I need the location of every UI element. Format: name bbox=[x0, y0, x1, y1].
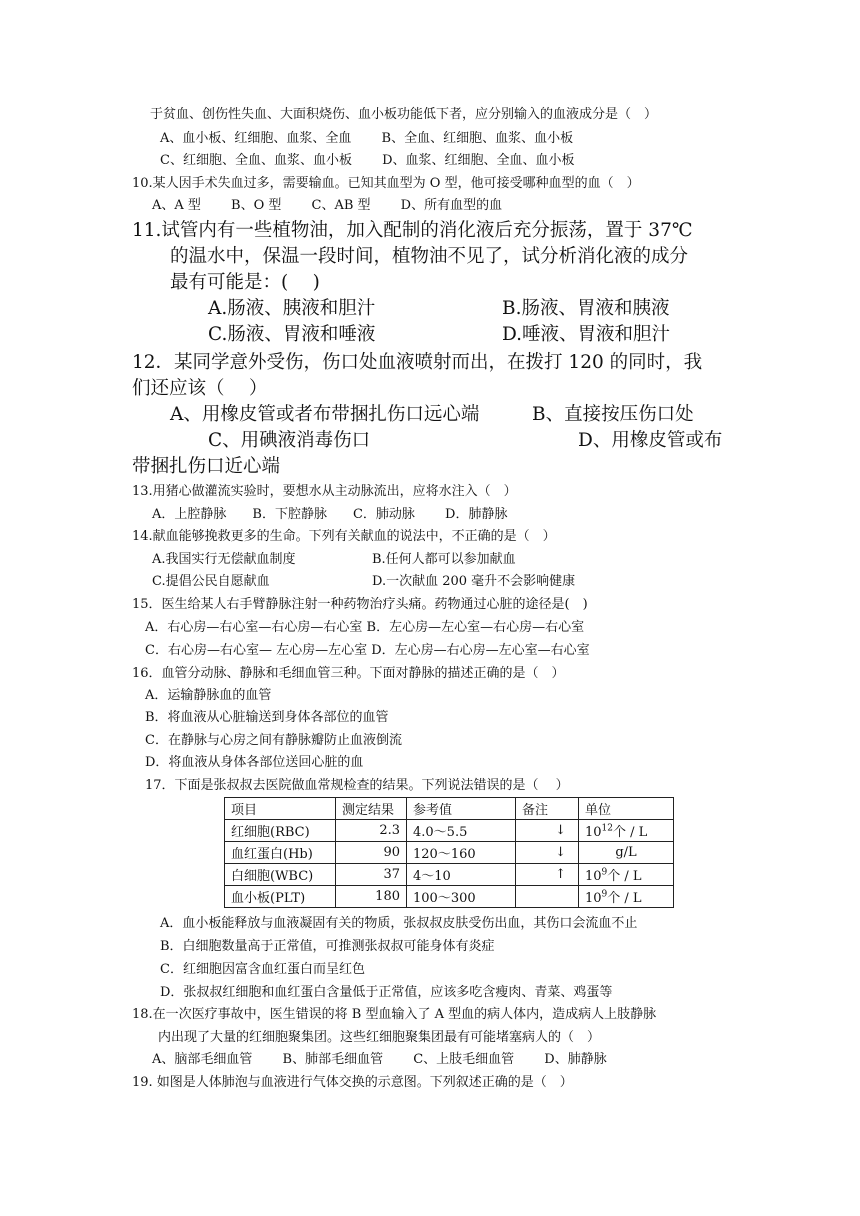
cell-result: 90 bbox=[336, 842, 407, 864]
q11-line1: 11.试管内有一些植物油，加入配制的消化液后充分振荡，置于 37℃ bbox=[132, 220, 693, 241]
cell-unit bbox=[579, 886, 674, 908]
cell-unit bbox=[579, 864, 674, 886]
unit-exponent: 9 bbox=[601, 867, 608, 878]
cell-item: 血小板(PLT) bbox=[225, 886, 336, 908]
q12-option-d-cont: 带捆扎伤口近心端 bbox=[132, 456, 281, 477]
table-row bbox=[225, 820, 674, 842]
q17-option-b: B．白细胞数量高于正常值，可推测张叔叔可能身体有炎症 bbox=[160, 939, 495, 954]
table-row bbox=[225, 886, 674, 908]
q11-option-a: A.肠液、胰液和胆汁 bbox=[208, 298, 376, 319]
cell-item: 白细胞(WBC) bbox=[225, 864, 336, 886]
q12-option-c: C、用碘液消毒伤口 bbox=[208, 430, 371, 451]
cell-note bbox=[516, 886, 579, 908]
unit-tail: 个 / L bbox=[607, 869, 642, 884]
q17-stem: 17．下面是张叔叔去医院做血常规检查的结果。下列说法错误的是（ ） bbox=[145, 778, 569, 793]
q10-options: A、A 型 B、O 型 C、AB 型 D、所有血型的血 bbox=[152, 198, 503, 213]
unit-exponent: 9 bbox=[601, 889, 608, 900]
q11-option-c: C.肠液、胃液和唾液 bbox=[208, 324, 376, 345]
cell-unit bbox=[579, 842, 674, 864]
unit-tail: 个 / L bbox=[613, 825, 648, 840]
q14-option-c: C.提倡公民自愿献血 bbox=[152, 574, 270, 589]
q16-option-d: D．将血液从身体各部位送回心脏的血 bbox=[145, 755, 364, 770]
blood-test-table bbox=[224, 797, 674, 908]
q11-option-b: B.肠液、胃液和胰液 bbox=[502, 298, 670, 319]
q11-line2: 的温水中，保温一段时间，植物油不见了，试分析消化液的成分 bbox=[170, 246, 689, 267]
q9-options-cd: C、红细胞、全血、血浆、血小板 D、血浆、红细胞、全血、血小板 bbox=[160, 153, 575, 168]
q14-stem: 14.献血能够挽救更多的生命。下列有关献血的说法中，不正确的是（ ） bbox=[132, 529, 556, 544]
q16-option-a: A．运输静脉血的血管 bbox=[145, 688, 272, 703]
cell-reference: 100～300 bbox=[407, 886, 516, 908]
q14-option-b: B.任何人都可以参加献血 bbox=[372, 552, 516, 567]
table-row bbox=[225, 842, 674, 864]
cell-reference: 4～10 bbox=[407, 864, 516, 886]
unit-tail: 个 / L bbox=[607, 891, 642, 906]
q13-stem: 13.用猪心做灌流实验时，要想水从主动脉流出，应将水注入（ ） bbox=[132, 484, 517, 499]
header-result: 测定结果 bbox=[336, 798, 407, 820]
cell-item: 红细胞(RBC) bbox=[225, 820, 336, 842]
q11-line3: 最有可能是：( ) bbox=[170, 272, 320, 293]
q10-stem: 10.某人因手术失血过多，需要输血。已知其血型为 O 型，他可接受哪种血型的血（ ） bbox=[132, 176, 640, 191]
q12-option-d: D、用橡皮管或布 bbox=[578, 430, 723, 451]
q18-options: A、脑部毛细血管 B、肺部毛细血管 C、上肢毛细血管 D、肺静脉 bbox=[152, 1052, 607, 1067]
table-header-row bbox=[225, 798, 674, 820]
q12-option-b: B、直接按压伤口处 bbox=[532, 404, 694, 425]
q12-line1: 12．某同学意外受伤，伤口处血液喷射而出，在拨打 120 的同时，我 bbox=[132, 352, 703, 373]
header-note: 备注 bbox=[516, 798, 579, 820]
unit-base: 10 bbox=[585, 825, 602, 840]
cell-reference: 4.0～5.5 bbox=[407, 820, 516, 842]
cell-result: 2.3 bbox=[336, 820, 407, 842]
cell-note: ↓ bbox=[516, 820, 579, 842]
q13-options: A．上腔静脉 B．下腔静脉 C．肺动脉 D．肺静脉 bbox=[152, 507, 508, 522]
q17-option-c: C．红细胞因富含血红蛋白而呈红色 bbox=[160, 962, 365, 977]
q14-option-a: A.我国实行无偿献血制度 bbox=[152, 552, 296, 567]
q16-option-b: B．将血液从心脏输送到身体各部位的血管 bbox=[145, 710, 389, 725]
q17-option-d: D．张叔叔红细胞和血红蛋白含量低于正常值，应该多吃含瘦肉、青菜、鸡蛋等 bbox=[160, 985, 613, 1000]
q14-option-d: D.一次献血 200 毫升不会影响健康 bbox=[372, 574, 576, 589]
cell-item: 血红蛋白(Hb) bbox=[225, 842, 336, 864]
q16-option-c: C．在静脉与心房之间有静脉瓣防止血液倒流 bbox=[145, 733, 402, 748]
q18-line2: 内出现了大量的红细胞聚集团。这些红细胞聚集团最有可能堵塞病人的（ ） bbox=[158, 1030, 601, 1045]
table-row bbox=[225, 864, 674, 886]
cell-result: 180 bbox=[336, 886, 407, 908]
cell-unit bbox=[579, 820, 674, 842]
unit-base: 10 bbox=[585, 891, 602, 906]
unit-exponent: 12 bbox=[601, 823, 613, 834]
unit-base: g/L bbox=[615, 845, 637, 860]
unit-base: 10 bbox=[585, 869, 602, 884]
header-unit: 单位 bbox=[579, 798, 674, 820]
q19-stem: 19. 如图是人体肺泡与血液进行气体交换的示意图。下列叙述正确的是（ ） bbox=[132, 1075, 573, 1090]
q17-option-a: A．血小板能释放与血液凝固有关的物质，张叔叔皮肤受伤出血，其伤口会流血不止 bbox=[160, 916, 638, 931]
q11-option-d: D.唾液、胃液和胆汁 bbox=[502, 324, 671, 345]
q15-stem: 15．医生给某人右手臂静脉注射一种药物治疗头痛。药物通过心脏的途径是( ) bbox=[132, 597, 588, 612]
q15-options-ab: A．右心房—右心室—右心房—右心室 B．左心房—左心室—右心房—右心室 bbox=[145, 620, 585, 635]
cell-note: ↑ bbox=[516, 864, 579, 886]
q18-line1: 18.在一次医疗事故中，医生错误的将 B 型血输入了 A 型血的病人体内，造成病人上肢静脉 bbox=[132, 1007, 657, 1022]
header-item: 项目 bbox=[225, 798, 336, 820]
q12-line2: 们还应该（ ） bbox=[132, 378, 268, 399]
cell-result: 37 bbox=[336, 864, 407, 886]
q9-stem: 于贫血、创伤性失血、大面积烧伤、血小板功能低下者，应分别输入的血液成分是（ ） bbox=[150, 107, 658, 122]
cell-note: ↓ bbox=[516, 842, 579, 864]
q15-options-cd: C．右心房—右心室— 左心房—左心室 D．左心房—右心房—左心室—右心室 bbox=[145, 643, 590, 658]
header-reference: 参考值 bbox=[407, 798, 516, 820]
q12-option-a: A、用橡皮管或者布带捆扎伤口远心端 bbox=[170, 404, 480, 425]
q16-stem: 16．血管分动脉、静脉和毛细血管三种。下面对静脉的描述正确的是（ ） bbox=[132, 666, 565, 681]
cell-reference: 120～160 bbox=[407, 842, 516, 864]
q9-options-ab: A、血小板、红细胞、血浆、全血 B、全血、红细胞、血浆、血小板 bbox=[160, 131, 574, 146]
